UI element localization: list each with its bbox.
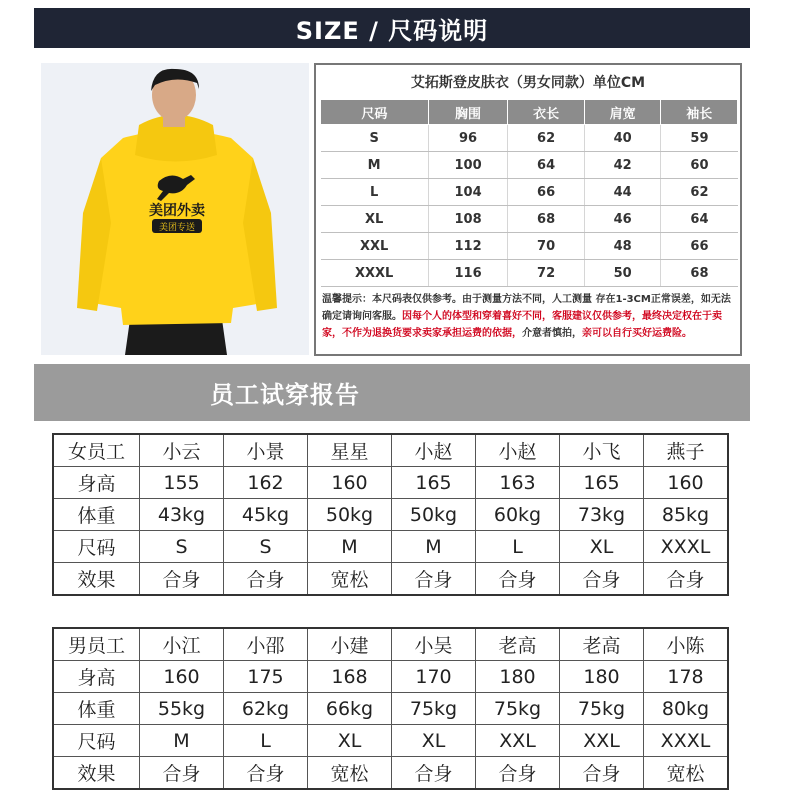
size-note [322,291,734,342]
note-text-2: 介意者慎拍， [522,328,582,339]
table-cell: 50kg [308,499,392,531]
male-fit-row [53,757,728,790]
table-cell: 155 [140,467,224,499]
male-name: 老高 [560,628,644,661]
table-cell: 75kg [560,693,644,725]
table-cell: XL [392,725,476,757]
size-banner [34,8,750,48]
table-cell: 75kg [392,693,476,725]
female-name: 星星 [308,434,392,467]
table-cell: 160 [140,661,224,693]
table-cell: 合身 [392,563,476,596]
table-cell: 178 [644,661,729,693]
table-cell: 合身 [224,757,308,790]
table-cell: 165 [392,467,476,499]
size-cell: 66 [508,179,585,206]
table-cell: 宽松 [308,563,392,596]
jacket-tag-text: 美团专送 [158,223,196,233]
male-name: 老高 [476,628,560,661]
table-cell: 55kg [140,693,224,725]
table-cell: XXXL [644,531,729,563]
model-jacket-illustration [41,63,309,355]
row-label: 体重 [53,499,140,531]
table-cell: XXL [476,725,560,757]
table-cell: 合身 [476,757,560,790]
size-cell: 46 [584,206,661,233]
size-cell: 100 [428,152,508,179]
row-label: 身高 [53,661,140,693]
size-cell: 62 [661,179,738,206]
product-photo [41,63,309,355]
male-name: 小陈 [644,628,729,661]
table-cell: 合身 [560,757,644,790]
size-cell: 68 [661,260,738,287]
size-cell: 64 [661,206,738,233]
size-header: 尺码 [321,100,429,125]
size-cell: 72 [508,260,585,287]
male-size-row [53,725,728,757]
table-cell: L [224,725,308,757]
size-row [321,152,738,179]
female-fit-table [52,433,729,596]
size-chart-header-row [321,100,738,125]
female-header-label: 女员工 [53,434,140,467]
size-cell: 68 [508,206,585,233]
row-label: 效果 [53,563,140,596]
size-row [321,260,738,287]
size-cell: 116 [428,260,508,287]
table-cell: 160 [308,467,392,499]
row-label: 尺码 [53,531,140,563]
size-cell: 48 [584,233,661,260]
table-cell: 43kg [140,499,224,531]
male-name: 小江 [140,628,224,661]
size-cell: 64 [508,152,585,179]
row-label: 尺码 [53,725,140,757]
size-cell: 104 [428,179,508,206]
size-cell: 60 [661,152,738,179]
note-warning-2: 亲可以自行买好运费险。 [582,328,692,339]
size-row [321,179,738,206]
table-cell: 合身 [644,563,729,596]
table-cell: 168 [308,661,392,693]
table-cell: 50kg [392,499,476,531]
size-row [321,125,738,152]
table-cell: 180 [560,661,644,693]
size-cell: XXL [321,233,429,260]
table-cell: 73kg [560,499,644,531]
size-cell: XL [321,206,429,233]
male-name-row [53,628,728,661]
table-cell: M [308,531,392,563]
table-cell: 合身 [224,563,308,596]
table-cell: 66kg [308,693,392,725]
row-label: 身高 [53,467,140,499]
table-cell: XXL [560,725,644,757]
female-weight-row [53,499,728,531]
female-name: 小赵 [476,434,560,467]
table-cell: 80kg [644,693,729,725]
table-cell: 60kg [476,499,560,531]
female-name: 小飞 [560,434,644,467]
size-cell: 108 [428,206,508,233]
sleeve-header: 袖长 [661,100,738,125]
female-height-row [53,467,728,499]
table-cell: 165 [560,467,644,499]
table-cell: M [392,531,476,563]
table-cell: 合身 [140,757,224,790]
male-name: 小建 [308,628,392,661]
table-cell: L [476,531,560,563]
female-name: 小云 [140,434,224,467]
size-cell: M [321,152,429,179]
size-row [321,206,738,233]
row-label: 体重 [53,693,140,725]
female-fit-row [53,563,728,596]
table-cell: S [224,531,308,563]
size-cell: 40 [584,125,661,152]
chest-header: 胸围 [428,100,508,125]
table-cell: S [140,531,224,563]
table-cell: 180 [476,661,560,693]
size-cell: 44 [584,179,661,206]
table-cell: XL [560,531,644,563]
size-cell: 96 [428,125,508,152]
table-cell: 合身 [476,563,560,596]
table-cell: XXXL [644,725,729,757]
size-cell: L [321,179,429,206]
size-cell: S [321,125,429,152]
male-weight-row [53,693,728,725]
male-name: 小吴 [392,628,476,661]
table-cell: 162 [224,467,308,499]
male-header-label: 男员工 [53,628,140,661]
table-cell: 75kg [476,693,560,725]
size-cell: XXXL [321,260,429,287]
row-label: 效果 [53,757,140,790]
table-cell: 合身 [392,757,476,790]
male-name: 小邵 [224,628,308,661]
female-name: 小赵 [392,434,476,467]
table-cell: M [140,725,224,757]
table-cell: 45kg [224,499,308,531]
report-banner-title: 员工试穿报告 [210,381,360,409]
size-cell: 50 [584,260,661,287]
note-text-1: 温馨提示：本尺码表仅供参考。由于测量方法不同，人工测量 存在1-3CM正常误差，如无法确定请询问客服。 [322,294,731,322]
table-cell: 宽松 [644,757,729,790]
table-cell: 85kg [644,499,729,531]
size-cell: 70 [508,233,585,260]
table-cell: 62kg [224,693,308,725]
size-cell: 59 [661,125,738,152]
table-cell: 宽松 [308,757,392,790]
table-cell: XL [308,725,392,757]
size-cell: 62 [508,125,585,152]
male-fit-table [52,627,729,790]
table-cell: 合身 [560,563,644,596]
size-banner-title: SIZE / 尺码说明 [295,16,489,45]
table-cell: 163 [476,467,560,499]
female-name-row [53,434,728,467]
table-cell: 170 [392,661,476,693]
size-cell: 112 [428,233,508,260]
size-chart-table [320,99,738,287]
shoulder-header: 肩宽 [584,100,661,125]
table-cell: 合身 [140,563,224,596]
jacket-logo-text: 美团外卖 [149,203,205,219]
length-header: 衣长 [508,100,585,125]
size-cell: 66 [661,233,738,260]
male-height-row [53,661,728,693]
female-size-row [53,531,728,563]
size-row [321,233,738,260]
size-cell: 42 [584,152,661,179]
note-warning-1: 因每个人的体型和穿着喜好不同，客服建议仅供参考，最终决定权在于卖家，不作为退换货要求卖家承担运费的依据， [322,311,722,339]
table-cell: 175 [224,661,308,693]
report-banner [34,364,750,421]
female-name: 燕子 [644,434,729,467]
size-chart-card [314,63,742,356]
size-chart-title: 艾拓斯登皮肤衣（男女同款）单位CM [410,75,646,91]
table-cell: 160 [644,467,729,499]
female-name: 小景 [224,434,308,467]
